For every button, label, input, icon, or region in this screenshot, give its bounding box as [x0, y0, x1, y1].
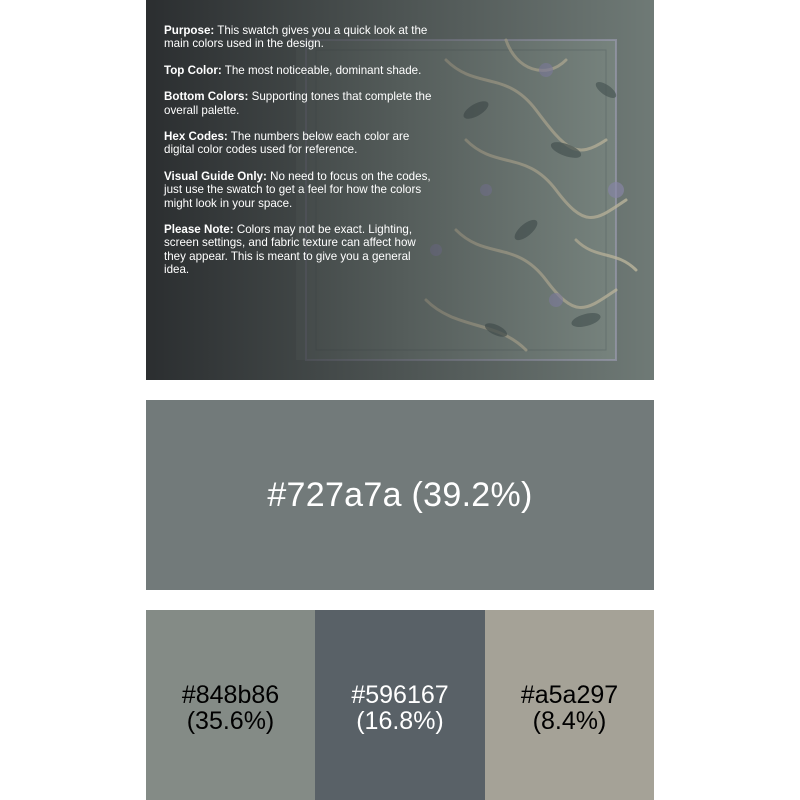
dominant-color-label: #727a7a (39.2%)	[267, 475, 533, 514]
info-top-color: Top Color: The most noticeable, dominant shade.	[164, 63, 422, 77]
info-visual-guide: Visual Guide Only: No need to focus on the codes, just use the swatch to get a feel for how the colors might look in your space.	[164, 169, 431, 210]
swatch-2-hex-code: #596167	[351, 681, 449, 709]
supporting-colors-row	[146, 610, 654, 800]
swatch-info-text	[164, 24, 432, 290]
swatch-2-percent: (16.8%)	[356, 707, 444, 735]
info-purpose: Purpose: This swatch gives you a quick look at the main colors used in the design.	[164, 24, 428, 51]
supporting-color-swatch-1	[146, 610, 315, 800]
info-hex-codes: Hex Codes: The numbers below each color are digital color codes used for reference.	[164, 130, 410, 157]
rug-preview-image	[146, 0, 654, 380]
swatch-1-hex-code: #848b86	[181, 681, 280, 709]
swatch-1-percent: (35.6%)	[186, 707, 275, 735]
swatch-3-hex-code: #a5a297	[520, 681, 619, 709]
swatch-3-percent: (8.4%)	[532, 707, 607, 735]
supporting-color-swatch-2	[315, 610, 485, 800]
info-please-note: Please Note: Colors may not be exact. Lighting, screen settings, and fabric texture can affect how they appear. This is meant to give you a general idea.	[164, 223, 416, 277]
dominant-color-swatch	[146, 400, 654, 590]
info-bottom-colors: Bottom Colors: Supporting tones that complete the overall palette.	[164, 90, 432, 117]
supporting-color-swatch-3	[485, 610, 654, 800]
